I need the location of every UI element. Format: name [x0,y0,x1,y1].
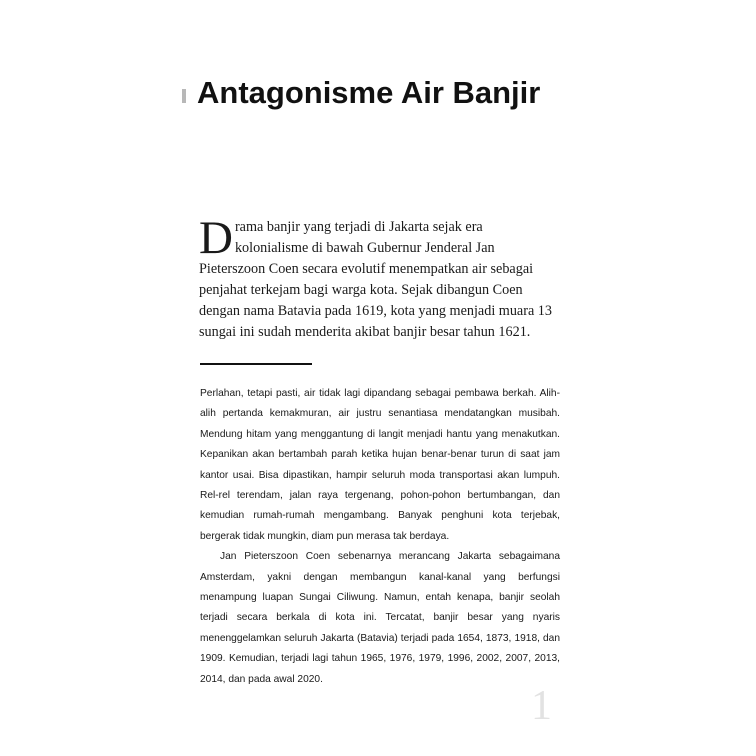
title-accent-bar [182,89,186,103]
body-paragraph-2: Jan Pieterszoon Coen sebenarnya merancang Jakarta sebagaimana Amsterdam, yakni dengan membangun kanal-kanal yang berfungsi menampung luapan Sungai Ciliwung. Namun, entah kenapa, banjir seolah terjadi secara berkala di kota ini. Tercatat, banjir besar yang nyaris menenggelamkan seluruh Jakarta (Batavia) terjadi pada 1654, 1873, 1918, dan 1909. Kemudian, terjadi lagi tahun 1965, 1976, 1979, 1996, 2002, 2007, 2013, 2014, dan pada awal 2020. [200,551,560,685]
body-paragraph-1: Perlahan, tetapi pasti, air tidak lagi dipandang sebagai pembawa berkah. Alih-alih pertanda kemakmuran, air justru senantiasa mendatangkan musibah. Mendung hitam yang menggantung di langit menjadi hantu yang menakutkan. Kepanikan akan bertambah parah ketika hujan benar-benar turun di saat jam kantor usai. Bisa dipastikan, hampir seluruh moda transportasi akan lumpuh. Rel-rel terendam, jalan raya tergenang, pohon-pohon bertumbangan, dan kemudian rumah-rumah mengambang. Banyak penghuni kota terjebak, bergerak tidak mungkin, diam pun merasa tak berdaya. [200,388,560,542]
drop-cap: D [199,212,233,264]
chapter-title: Antagonisme Air Banjir [197,75,541,110]
section-divider [200,363,312,365]
lead-paragraph [199,212,559,343]
body-text [200,384,560,690]
page-number: 1 [531,683,552,729]
lead-text: rama banjir yang terjadi di Jakarta sejak era kolonialisme di bawah Gubernur Jenderal Jan Pieterszoon Coen secara evolutif menempatkan air sebagai penjahat terkejam bagi warga kota. Sejak dibangun Coen dengan nama Batavia pada 1619, kota yang menjadi muara 13 sungai ini sudah menderita akibat banjir besar tahun 1621. [199,219,552,340]
